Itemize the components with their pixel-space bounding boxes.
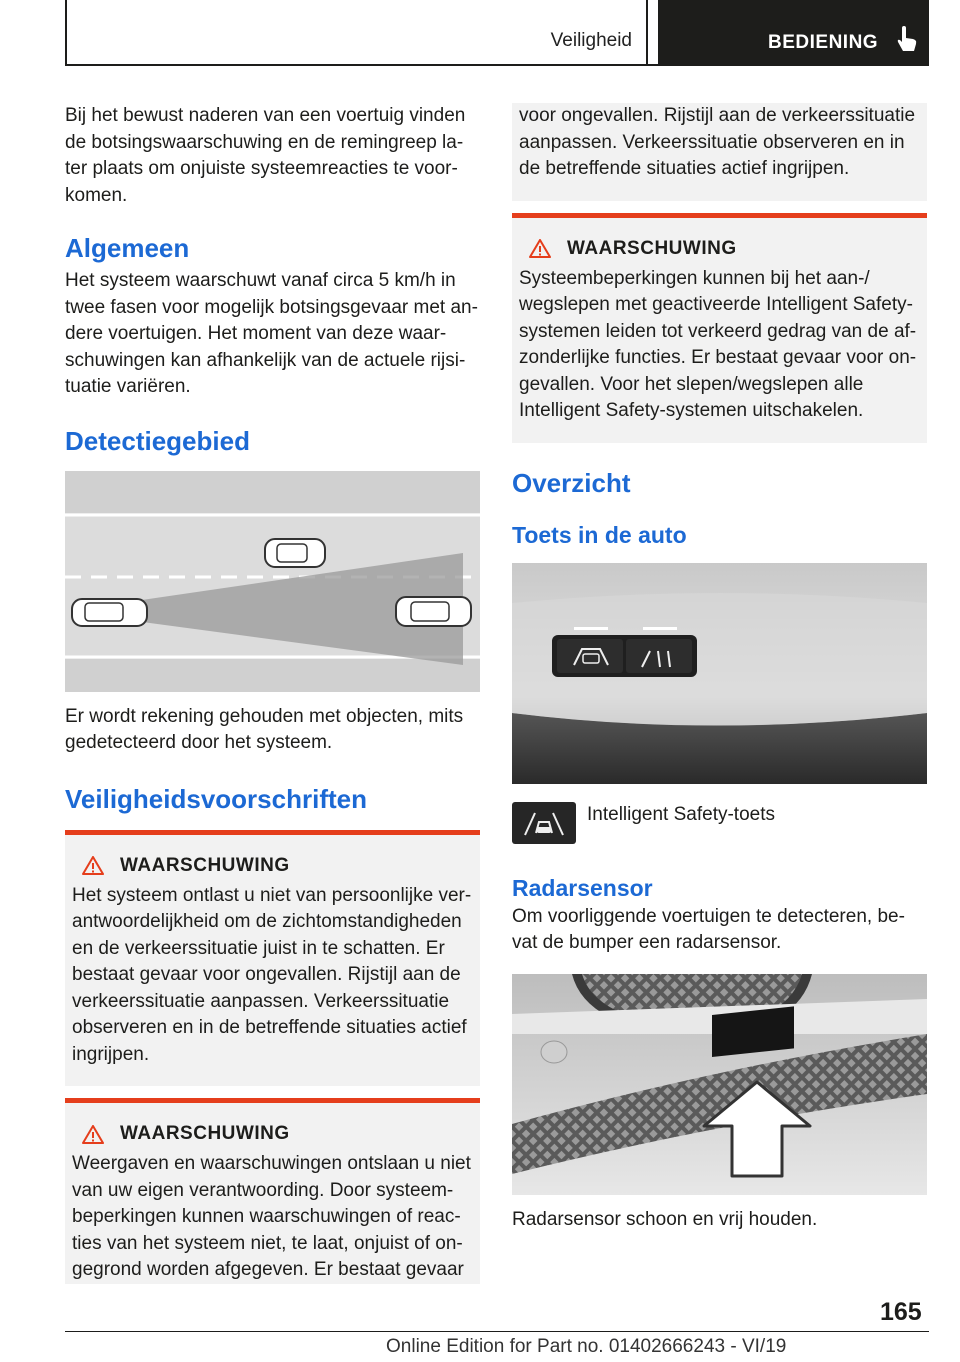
- car-icon-own: [396, 597, 471, 626]
- intro-paragraph: Bij het bewust naderen van een voertuig vinden de botsingswaarschuwing en de remingreep la-ter plaats om onjuiste systeemreacties te voor-komen.: [65, 105, 466, 206]
- radar-heading: Radarsensor: [512, 874, 653, 901]
- warning-2-title: WAARSCHUWING: [120, 1123, 290, 1144]
- header-section-tab: [65, 0, 648, 64]
- warning-1-title: WAARSCHUWING: [120, 854, 290, 876]
- warning-triangle-icon: [82, 856, 104, 875]
- warning-2-continued-text: voor ongevallen. Rijstijl aan de verkeerssituatie aanpassen. Verkeerssituatie observeren en in de betreffende situaties actief ingrijpen.: [519, 105, 916, 179]
- left-column: [65, 103, 480, 1284]
- car-icon-ahead: [265, 539, 325, 567]
- safety-heading: Veiligheidsvoorschriften: [65, 783, 367, 814]
- intelligent-safety-button-icon: [512, 802, 576, 844]
- radar-paragraph: Om voorliggende voertuigen te detecteren, be-vat de bumper een radarsensor.: [512, 905, 905, 953]
- header-chapter-tab: [658, 0, 929, 64]
- warning-box-2: [65, 1098, 480, 1284]
- footer-rule: [65, 1331, 929, 1332]
- overview-heading: Overzicht: [512, 467, 631, 498]
- header-rule: [65, 64, 929, 66]
- detection-area-figure: [65, 471, 480, 692]
- pointing-hand-icon: [896, 26, 918, 52]
- warning-3-title: WAARSCHUWING: [567, 237, 737, 259]
- detection-caption: Er wordt rekening gehouden met objecten, mits gedetecteerd door het systeem.: [65, 705, 464, 753]
- warning-box-2-continued: [512, 103, 927, 201]
- warning-3-text: Systeembeperkingen kunnen bij het aan-/ wegslepen met geactiveerde Intelligent Safety-systemen leiden tot verkeerd gedrag van de af-zonderlijke functies. Er bestaat gevaar voor on-gevallen. Voor het slepen/wegslepen alle Intelligent Safety-systemen uitschakelen.: [519, 267, 917, 421]
- radar-sensor-figure: [512, 974, 927, 1195]
- detection-area-illustration: [65, 471, 480, 692]
- general-heading: Algemeen: [65, 233, 190, 263]
- button-panel-photo: [512, 563, 927, 784]
- warning-1-text: Het systeem ontlast u niet van persoonlijke ver-antwoordelijkheid om de zichtomstandigheden en de verkeerssituatie juist in te schatten. Er bestaat gevaar voor ongevallen. Rijstijl aan de verkeerssituatie aanpassen. Verkeerssituatie observeren en in de betreffende situaties actief ingrijpen.: [72, 884, 472, 1065]
- radar-sensor-photo: [512, 974, 927, 1195]
- detection-heading: Detectiegebied: [65, 425, 250, 456]
- right-column: [512, 103, 927, 1233]
- warning-2-text: Weergaven en waarschuwingen ontslaan u niet van uw eigen verantwoording. Door systeem-beperkingen kunnen waarschuwingen of reac-ties van het systeem niet, te laat, onjuist of on-gegrond worden afgegeven. Er bestaat gevaar: [72, 1153, 471, 1280]
- radar-caption: Radarsensor schoon en vrij houden.: [512, 1208, 818, 1230]
- button-photo-figure: [512, 563, 927, 784]
- warning-box-1: [65, 830, 480, 1087]
- button-heading: Toets in de auto: [512, 521, 687, 548]
- warning-triangle-icon: [529, 239, 551, 258]
- car-icon-left: [72, 599, 147, 626]
- header-chapter-title: BEDIENING: [768, 32, 879, 53]
- warning-box-3: [512, 213, 927, 443]
- warning-triangle-icon: [82, 1125, 104, 1144]
- intelligent-safety-caption-row: [512, 802, 927, 844]
- header-section-title: Veiligheid: [550, 30, 632, 51]
- page-number: 165: [880, 1298, 922, 1326]
- intelligent-safety-caption: Intelligent Safety-toets: [587, 803, 775, 825]
- footer-edition: Online Edition for Part no. 01402666243 - VI/19: [386, 1336, 787, 1357]
- general-paragraph: Het systeem waarschuwt vanaf circa 5 km/h in twee fasen voor mogelijk botsingsgevaar met an-dere voertuigen. Het moment van deze waar-schuwingen kan afhankelijk van de actuele rijsi-tuatie variëren.: [65, 270, 478, 397]
